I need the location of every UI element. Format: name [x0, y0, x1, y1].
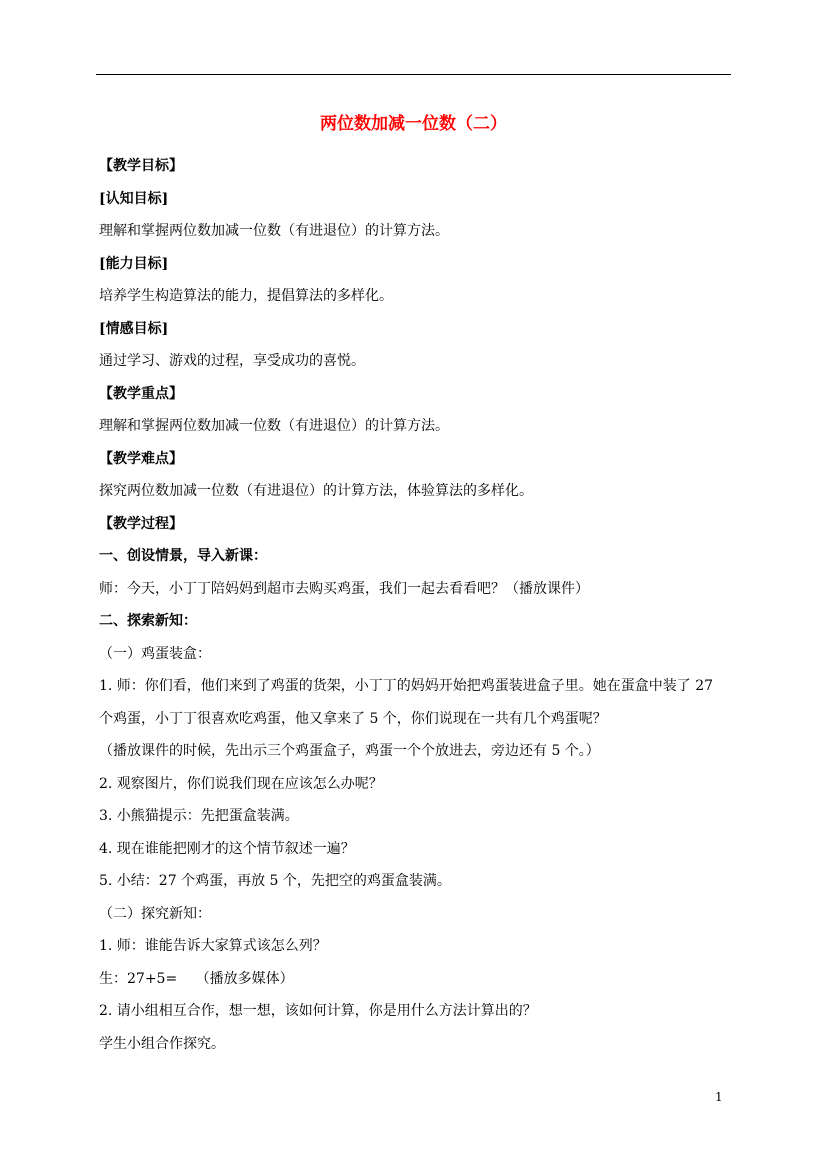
- paragraph-line: 5. 小结：27 个鸡蛋，再放 5 个，先把空的鸡蛋盒装满。: [99, 873, 451, 889]
- paragraph-line: 2. 请小组相互合作，想一想，该如何计算，你是用什么方法计算出的？: [99, 1003, 537, 1019]
- document-title: 两位数加减一位数（二）: [320, 114, 507, 134]
- section-heading: 【教学过程】: [99, 515, 183, 532]
- section-heading: 【教学目标】: [99, 158, 183, 174]
- section-heading: [情感目标]: [99, 320, 169, 337]
- section-heading: 【教学重点】: [99, 385, 183, 402]
- paragraph-line: 4. 现在谁能把刚才的这个情节叙述一遍？: [99, 840, 355, 857]
- section-heading: 二、探索新知：: [99, 613, 197, 629]
- paragraph-line: （二）探究新知：: [99, 905, 211, 922]
- section-heading: 【教学难点】: [99, 450, 183, 467]
- paragraph-line: 生：27+5= （播放多媒体）: [99, 970, 294, 987]
- paragraph-line: （播放课件的时候，先出示三个鸡蛋盒子，鸡蛋一个个放进去，旁边还有 5 个。）: [99, 743, 600, 759]
- paragraph-line: 1. 师：你们看，他们来到了鸡蛋的货架，小丁丁的妈妈开始把鸡蛋装进盒子里。她在蛋盒中装了 27: [99, 678, 714, 694]
- paragraph-line: 学生小组合作探究。: [99, 1035, 225, 1052]
- paragraph-line: 培养学生构造算法的能力，提倡算法的多样化。: [99, 288, 393, 304]
- page-number: 1: [715, 1090, 723, 1104]
- paragraph-line: 2. 观察图片，你们说我们现在应该怎么办呢？: [99, 775, 383, 792]
- paragraph-line: 师：今天，小丁丁陪妈妈到超市去购买鸡蛋，我们一起去看看吧？（播放课件）: [99, 580, 589, 597]
- paragraph-line: 3. 小熊猫提示：先把蛋盒装满。: [99, 808, 299, 824]
- paragraph-line: 理解和掌握两位数加减一位数（有进退位）的计算方法。: [99, 418, 449, 434]
- paragraph-line: （一）鸡蛋装盒：: [99, 645, 211, 662]
- section-heading: 一、创设情景，导入新课：: [99, 548, 267, 564]
- paragraph-line: 1. 师：谁能告诉大家算式该怎么列？: [99, 938, 327, 954]
- paragraph-line: 探究两位数加减一位数（有进退位）的计算方法，体验算法的多样化。: [99, 483, 533, 499]
- document-body: [99, 150, 731, 1060]
- section-heading: [能力目标]: [99, 255, 169, 272]
- paragraph-line: 理解和掌握两位数加减一位数（有进退位）的计算方法。: [99, 223, 449, 239]
- paragraph-line: 通过学习、游戏的过程，享受成功的喜悦。: [99, 353, 365, 369]
- paragraph-line: 个鸡蛋，小丁丁很喜欢吃鸡蛋，他又拿来了 5 个，你们说现在一共有几个鸡蛋呢？: [99, 710, 607, 727]
- header-rule: [96, 74, 731, 75]
- section-heading: [认知目标]: [99, 190, 169, 207]
